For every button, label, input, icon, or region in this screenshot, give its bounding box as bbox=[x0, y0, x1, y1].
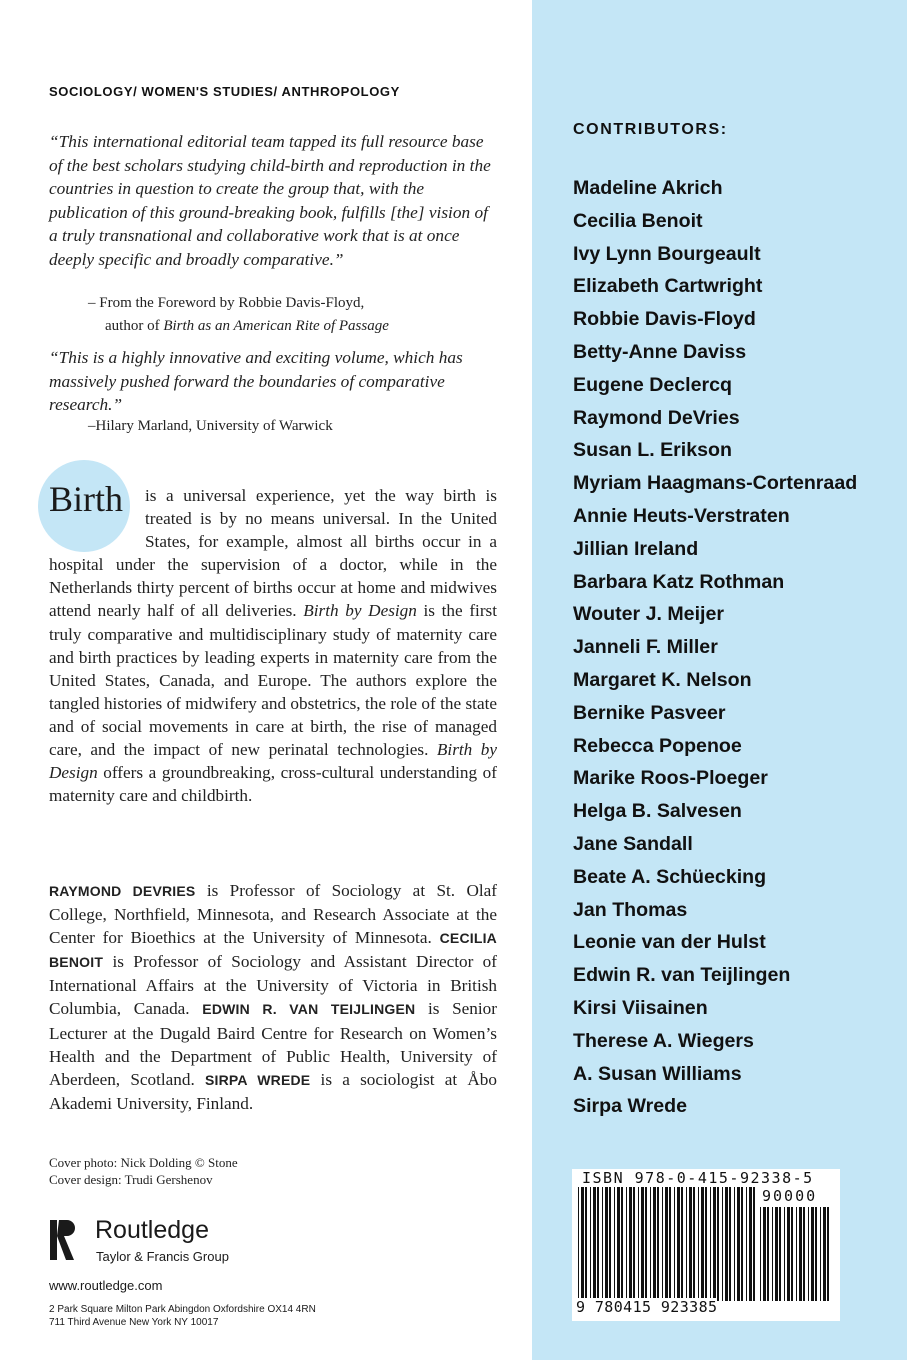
contributor-item: Edwin R. van Teijlingen bbox=[573, 964, 791, 987]
barcode-bar bbox=[581, 1187, 584, 1301]
contributors-heading: CONTRIBUTORS: bbox=[573, 121, 728, 138]
description-title2: Birth by Design bbox=[49, 740, 497, 783]
isbn-number: ISBN 978-0-415-92338-5 bbox=[582, 1169, 814, 1187]
contributor-item: Jillian Ireland bbox=[573, 537, 699, 560]
attribution-book-title: Birth as an American Rite of Passage bbox=[163, 318, 389, 334]
barcode-bar bbox=[734, 1187, 735, 1301]
price-code: 90000 bbox=[762, 1187, 818, 1205]
contributor-item: Barbara Katz Rothman bbox=[573, 570, 785, 593]
barcode-bar bbox=[674, 1187, 675, 1301]
barcode-bar bbox=[746, 1187, 747, 1301]
editor-name-2: CECILIA BENOIT bbox=[49, 930, 497, 971]
barcode-bar bbox=[741, 1187, 743, 1301]
barcode-bar bbox=[626, 1187, 627, 1301]
contributor-item: Annie Heuts-Verstraten bbox=[573, 504, 790, 527]
contributor-item: Eugene Declercq bbox=[573, 373, 732, 396]
publisher-address-us: 711 Third Avenue New York NY 10017 bbox=[49, 1317, 219, 1328]
cover-credits bbox=[49, 1154, 238, 1188]
contributor-item: Jane Sandall bbox=[573, 832, 693, 855]
editors-bio bbox=[49, 879, 497, 1115]
barcode-digits: 9 780415 923385 bbox=[576, 1298, 718, 1316]
book-description bbox=[49, 484, 497, 807]
description-part1: is a universal experience, yet the way birth is treated is by no means universal. In the United States, for example, almost all births occur in a hospital under the supervision of a doctor, while in the Netherlands thirty percent of births occur at home and midwives attend nearly half of all deliveries. bbox=[49, 486, 497, 621]
barcode-bar bbox=[803, 1207, 805, 1301]
barcode-bar bbox=[698, 1187, 699, 1301]
barcode-bar bbox=[796, 1207, 797, 1301]
barcode-bar bbox=[784, 1207, 785, 1301]
barcode-bars bbox=[578, 1187, 756, 1301]
quote-review-attribution: –Hilary Marland, University of Warwick bbox=[88, 418, 333, 434]
barcode-bar bbox=[775, 1207, 778, 1301]
barcode-bar bbox=[650, 1187, 651, 1301]
routledge-logo-icon bbox=[49, 1218, 75, 1262]
barcode-bar bbox=[662, 1187, 663, 1301]
barcode-bar bbox=[689, 1187, 692, 1301]
publisher-website[interactable]: www.routledge.com bbox=[49, 1278, 163, 1293]
editor-name-3: EDWIN R. VAN TEIJLINGEN bbox=[202, 1001, 416, 1018]
barcode-bar bbox=[717, 1187, 719, 1301]
barcode-bar bbox=[729, 1187, 731, 1301]
cover-design-credit: Cover design: Trudi Gershenov bbox=[49, 1172, 213, 1187]
contributors-list bbox=[573, 172, 857, 1123]
barcode-bar bbox=[653, 1187, 656, 1301]
contributor-item: Margaret K. Nelson bbox=[573, 668, 752, 691]
contributor-item: Robbie Davis-Floyd bbox=[573, 308, 756, 331]
quote-review-text: “This is a highly innovative and exciting volume, which has massively pushed forward the boundaries of comparative research.” bbox=[49, 348, 463, 415]
barcode-bar bbox=[808, 1207, 809, 1301]
contributor-item: Elizabeth Cartwright bbox=[573, 275, 763, 298]
description-title1: Birth by Design bbox=[303, 601, 417, 621]
contributor-item: A. Susan Williams bbox=[573, 1062, 742, 1085]
editor-bio-4: is a sociologist at Åbo Akademi University, Finland. bbox=[49, 1069, 497, 1113]
barcode-bar bbox=[779, 1207, 781, 1301]
barcode-bar bbox=[713, 1187, 716, 1301]
barcode-bar bbox=[763, 1207, 766, 1301]
publisher-group: Taylor & Francis Group bbox=[96, 1249, 229, 1264]
barcode-bar bbox=[614, 1187, 615, 1301]
editor-bio-2: is Professor of Sociology and Assistant Director of International Affairs at the University of Victoria in British Columbia, Canada. bbox=[49, 952, 497, 1019]
contributor-item: Sirpa Wrede bbox=[573, 1095, 687, 1118]
subject-category: SOCIOLOGY/ WOMEN'S STUDIES/ ANTHROPOLOGY bbox=[49, 84, 400, 99]
barcode-bar bbox=[597, 1187, 599, 1301]
barcode-bar bbox=[811, 1207, 814, 1301]
barcode-bar bbox=[787, 1207, 790, 1301]
barcode-bar bbox=[693, 1187, 695, 1301]
editor-name-1: RAYMOND DEVRIES bbox=[49, 883, 196, 899]
barcode-bar bbox=[657, 1187, 659, 1301]
barcode-bar bbox=[638, 1187, 639, 1301]
contributor-item: Raymond DeVries bbox=[573, 406, 740, 429]
barcode-bar bbox=[645, 1187, 647, 1301]
publisher-name: Routledge bbox=[95, 1216, 209, 1244]
barcode-bar bbox=[602, 1187, 603, 1301]
price-barcode-bars bbox=[760, 1207, 830, 1301]
contributor-item: Madeline Akrich bbox=[573, 177, 723, 199]
barcode-bar bbox=[665, 1187, 668, 1301]
contributor-item: Jan Thomas bbox=[573, 898, 688, 921]
editor-bio-1: is Professor of Sociology at St. Olaf College, Northfield, Minnesota, and Research Associate at the Center for Bioethics at the University of Minnesota. bbox=[49, 881, 497, 948]
publisher-address-uk: 2 Park Square Milton Park Abingdon Oxfordshire OX14 4RN bbox=[49, 1304, 316, 1315]
barcode-bar bbox=[641, 1187, 644, 1301]
barcode-bar bbox=[705, 1187, 707, 1301]
barcode-bar bbox=[629, 1187, 632, 1301]
barcode-bar bbox=[585, 1187, 587, 1301]
barcode-bar bbox=[791, 1207, 793, 1301]
contributor-item: Therese A. Wiegers bbox=[573, 1029, 754, 1052]
barcode-bar bbox=[767, 1207, 769, 1301]
barcode-bar bbox=[686, 1187, 687, 1301]
barcode-bar bbox=[710, 1187, 711, 1301]
contributor-item: Marike Roos-Ploeger bbox=[573, 767, 768, 790]
barcode-bar bbox=[669, 1187, 671, 1301]
quote-foreword bbox=[49, 130, 499, 272]
barcode-bar bbox=[815, 1207, 817, 1301]
barcode-bar bbox=[820, 1207, 821, 1301]
quote-foreword-text: “This international editorial team tapped its full resource base of the best scholars studying child-birth and reproduction in the countries in question to create the group that, with the publication of this ground-breaking book, fulfills [the] vision of a truly transnational and collaborative work that is at once deeply specific and broadly comparative.” bbox=[49, 132, 491, 269]
barcode-bar bbox=[681, 1187, 683, 1301]
editor-name-4: SIRPA WREDE bbox=[204, 1071, 311, 1088]
barcode-bar bbox=[677, 1187, 680, 1301]
contributor-item: Leonie van der Hulst bbox=[573, 931, 766, 954]
barcode-bar bbox=[609, 1187, 611, 1301]
barcode-bar bbox=[701, 1187, 704, 1301]
contributor-item: Kirsi Viisainen bbox=[573, 996, 708, 1019]
barcode-bar bbox=[722, 1187, 723, 1301]
barcode-bar bbox=[590, 1187, 591, 1301]
contributor-item: Cecilia Benoit bbox=[573, 209, 703, 232]
barcode-bar bbox=[593, 1187, 596, 1301]
quote-foreword-attribution: – From the Foreword by Robbie Davis-Floyd, bbox=[88, 295, 365, 311]
quote-foreword-attribution-line2 bbox=[105, 315, 389, 337]
barcode-bar bbox=[753, 1187, 755, 1301]
barcode-bar bbox=[772, 1207, 773, 1301]
barcode-bar bbox=[827, 1207, 829, 1301]
attribution-prefix: author of bbox=[105, 318, 164, 334]
barcode-bar bbox=[578, 1187, 579, 1301]
barcode-bar bbox=[760, 1207, 761, 1301]
contributor-item: Bernike Pasveer bbox=[573, 701, 726, 724]
barcode-bar bbox=[823, 1207, 826, 1301]
dropcap-space bbox=[49, 484, 145, 552]
description-part3: offers a groundbreaking, cross-cultural understanding of maternity care and childbirth. bbox=[49, 763, 497, 806]
contributor-item: Susan L. Erikson bbox=[573, 439, 732, 462]
contributor-item: Wouter J. Meijer bbox=[573, 603, 724, 626]
quote-review bbox=[49, 346, 499, 417]
barcode-bar bbox=[633, 1187, 635, 1301]
cover-photo-credit: Cover photo: Nick Dolding © Stone bbox=[49, 1155, 238, 1170]
contributor-item: Helga B. Salvesen bbox=[573, 800, 742, 823]
isbn-barcode bbox=[572, 1169, 840, 1321]
barcode-bar bbox=[605, 1187, 608, 1301]
contributor-item: Rebecca Popenoe bbox=[573, 734, 742, 757]
barcode-bar bbox=[749, 1187, 752, 1301]
barcode-bar bbox=[725, 1187, 728, 1301]
contributor-item: Betty-Anne Daviss bbox=[573, 340, 747, 363]
barcode-bar bbox=[621, 1187, 623, 1301]
barcode-bar bbox=[617, 1187, 620, 1301]
contributor-item: Ivy Lynn Bourgeault bbox=[573, 242, 761, 265]
lead-word: Birth bbox=[49, 479, 124, 519]
contributor-item: Myriam Haagmans-Cortenraad bbox=[573, 472, 858, 495]
barcode-bar bbox=[737, 1187, 740, 1301]
contributor-item: Beate A. Schüecking bbox=[573, 865, 767, 888]
barcode-bar bbox=[799, 1207, 802, 1301]
editor-bio-3: is Senior Lecturer at the Dugald Baird Centre for Research on Women’s Health and the Department of Public Health, University of Aberdeen, Scotland. bbox=[49, 999, 497, 1089]
description-part2: is the first truly comparative and multidisciplinary study of maternity care and birth practices by leading experts in maternity care from the United States, Canada, and Europe. The authors explore the tangled histories of midwifery and obstetrics, the role of the state and of social movements in care at birth, the rise of managed care, and the impact of new perinatal technologies. bbox=[49, 601, 498, 760]
contributor-item: Janneli F. Miller bbox=[573, 636, 718, 659]
